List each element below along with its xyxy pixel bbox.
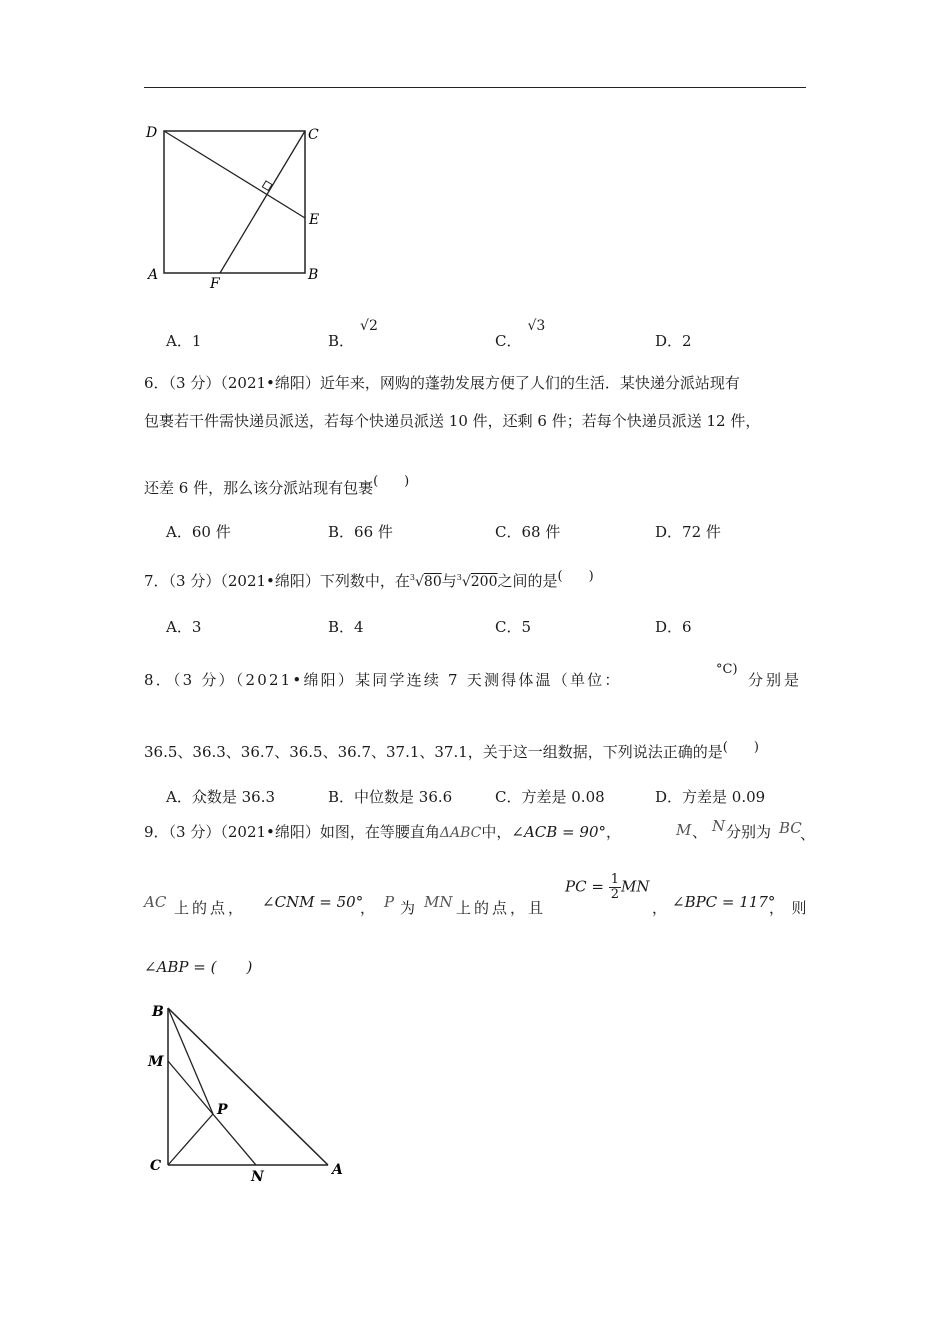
q9-pc-formula: PC = $\frac{1}{2}$ MN — [565, 872, 650, 902]
q6-line-2: 包裹若干件需快递员派送，若每个快递员派送 10 件，还剩 6 件；若每个快递员派送 12 件， — [144, 412, 761, 430]
q6-option-a: A．60 件 — [166, 523, 231, 541]
q7-option-a: A．3 — [166, 618, 202, 636]
label-B: B — [152, 1004, 164, 1020]
q9-n: N — [712, 817, 726, 835]
q9-m: M — [676, 821, 692, 839]
q8-line-1: 8．（3 分）（2021•绵阳）某同学连续 7 天测得体温（单位： — [144, 671, 622, 689]
q9-angle-abp: ∠ABP = ( ) — [144, 958, 253, 976]
q9-comma-2: ， — [360, 899, 376, 917]
q9-line-2-d: ， 则 — [769, 899, 807, 917]
q8-option-c: C．方差是 0.08 — [495, 788, 605, 806]
label-D: D — [146, 125, 158, 141]
label-N: N — [251, 1169, 264, 1185]
q9-line-2-c: 上的点，且 — [456, 899, 547, 917]
label-F: F — [210, 276, 220, 292]
label-C: C — [308, 127, 319, 143]
q9-comma-3: ， — [652, 899, 668, 917]
q9-line-2-a: 上的点， — [174, 899, 247, 917]
q9-bc: BC — [779, 819, 802, 837]
header-rule — [144, 87, 806, 88]
q8-option-d: D．方差是 0.09 — [655, 788, 766, 806]
figure-triangle — [140, 998, 360, 1188]
q9-sep: 、 — [692, 823, 708, 841]
q6-option-b: B．66 件 — [328, 523, 393, 541]
figure-square — [140, 118, 340, 298]
q9-p: P — [384, 893, 395, 911]
q9-mn: MN — [424, 893, 453, 911]
label-E: E — [309, 212, 320, 228]
q5-option-d: D．2 — [655, 332, 692, 350]
label-A: A — [148, 267, 159, 283]
q8-option-a: A．众数是 36.3 — [166, 788, 276, 806]
q7-option-b: B．4 — [328, 618, 364, 636]
q5-option-c: C．√3 — [495, 318, 546, 350]
label-B: B — [308, 267, 319, 283]
label-M: M — [148, 1054, 164, 1070]
q5-option-a: A．1 — [166, 332, 202, 350]
label-C: C — [150, 1158, 162, 1174]
q9-line-1-c: 分别为 — [726, 823, 772, 841]
q9-line-2-b: 为 — [400, 899, 416, 917]
q9-angle-cnm: ∠CNM = 50° — [262, 893, 364, 911]
q6-option-c: C．68 件 — [495, 523, 561, 541]
q6-option-d: D．72 件 — [655, 523, 721, 541]
q8-line-1-end: 分别是 — [748, 671, 803, 689]
q8-unit: °C) — [716, 662, 738, 677]
q7-stem: 7．（3 分）（2021•绵阳）下列数中，在$^3$√80与$^3$√200之间的是( ) — [144, 569, 594, 590]
q9-ac: AC — [144, 893, 167, 911]
q7-option-d: D．6 — [655, 618, 692, 636]
q8-option-b: B．中位数是 36.6 — [328, 788, 453, 806]
label-A: A — [332, 1162, 343, 1178]
q5-option-b: B．√2 — [328, 318, 378, 350]
q7-option-c: C．5 — [495, 618, 532, 636]
q6-line-3: 还差 6 件，那么该分派站现有包裹( ) — [144, 474, 410, 497]
q6-line-1: 6．（3 分）（2021•绵阳）近年来，网购的蓬勃发展方便了人们的生活．某快递分派站现有 — [144, 374, 740, 392]
label-P: P — [217, 1102, 228, 1118]
q9-angle-bpc: ∠BPC = 117° — [672, 893, 776, 911]
q9-line-1: 9．（3 分）（2021•绵阳）如图，在等腰直角ΔABC中，∠ACB = 90°， — [144, 823, 621, 841]
q9-line-1-d: 、 — [800, 825, 816, 843]
q8-line-2: 36.5、36.3、36.7、36.5、36.7、37.1、37.1，关于这一组数据，下列说法正确的是( ) — [144, 740, 759, 761]
